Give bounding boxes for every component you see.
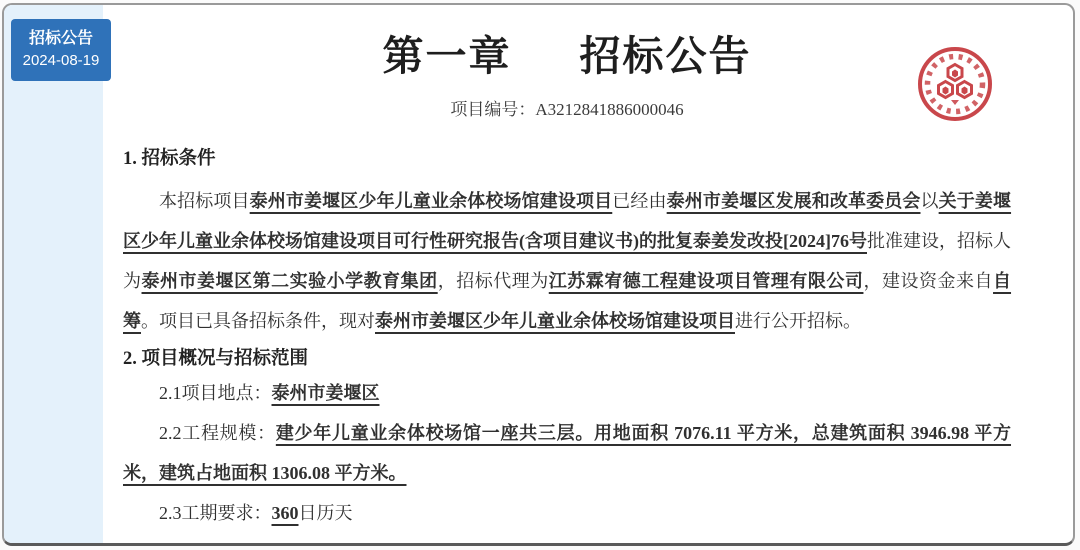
text-run: 2.1项目地点： xyxy=(159,383,272,403)
text-run: 建少年儿童业余体校场馆一座共三层。用地面积 7076.11 平方米，总建筑面积 3946.98 平方米，建筑占地面积 1306.08 平方米。 xyxy=(123,423,1012,483)
text-run: 以 xyxy=(920,191,939,211)
text-run: 批准建设，招标人为 xyxy=(123,231,1012,291)
project-number-line xyxy=(123,97,1011,123)
text-run: 进行公开招标。 xyxy=(735,311,861,331)
text-run: 本招标项目 xyxy=(159,191,250,211)
text-run: 已经由 xyxy=(612,191,667,211)
text-run: 泰州市姜堰区第二实验小学教育集团 xyxy=(141,271,438,291)
project-location-item xyxy=(123,373,1011,413)
sidebar-strip xyxy=(4,5,103,543)
text-run: 江苏霖宥德工程建设项目管理有限公司 xyxy=(548,271,864,291)
project-number-label: 项目编号： xyxy=(450,100,536,119)
text-run: ，建设资金来自 xyxy=(863,271,994,291)
section-1-heading: 1. 招标条件 xyxy=(123,149,216,169)
chapter-number: 第一章 xyxy=(382,33,512,79)
project-number-value: A3212841886000046 xyxy=(535,100,684,119)
badge-date: 2024-08-19 xyxy=(22,52,100,69)
text-run: 2.3工期要求： xyxy=(159,503,272,523)
text-run: 2.2工程规模： xyxy=(159,423,276,443)
date-badge xyxy=(11,19,111,81)
text-run: 关于姜堰区少年儿童业余体校场馆建设项目可行性研究报告(含项目建议书)的批复泰姜发改投[2024]76号 xyxy=(123,191,1012,251)
chapter-title xyxy=(123,27,1011,85)
text-run: 360 xyxy=(271,503,299,523)
text-run: 。项目已具备招标条件，现对 xyxy=(141,311,375,331)
text-run: 泰州市姜堰区发展和改革委员会 xyxy=(666,191,921,211)
text-run: 泰州市姜堰区 xyxy=(271,383,380,403)
text-run: 日历天 xyxy=(298,503,353,523)
text-run: ，招标代理为 xyxy=(437,271,549,291)
project-scale-item xyxy=(123,413,1011,493)
section-2-heading: 2. 项目概况与招标范围 xyxy=(123,349,309,369)
text-run: 泰州市姜堰区少年儿童业余体校场馆建设项目 xyxy=(375,311,735,331)
construction-period-item xyxy=(123,493,1011,533)
text-run: 泰州市姜堰区少年儿童业余体校场馆建设项目 xyxy=(249,191,613,211)
document-page xyxy=(2,3,1075,546)
chapter-name: 招标公告 xyxy=(579,33,752,79)
tender-conditions-paragraph xyxy=(123,181,1011,341)
badge-title: 招标公告 xyxy=(28,30,93,47)
text-run: 自筹 xyxy=(123,271,1012,331)
document-body xyxy=(103,5,1073,543)
